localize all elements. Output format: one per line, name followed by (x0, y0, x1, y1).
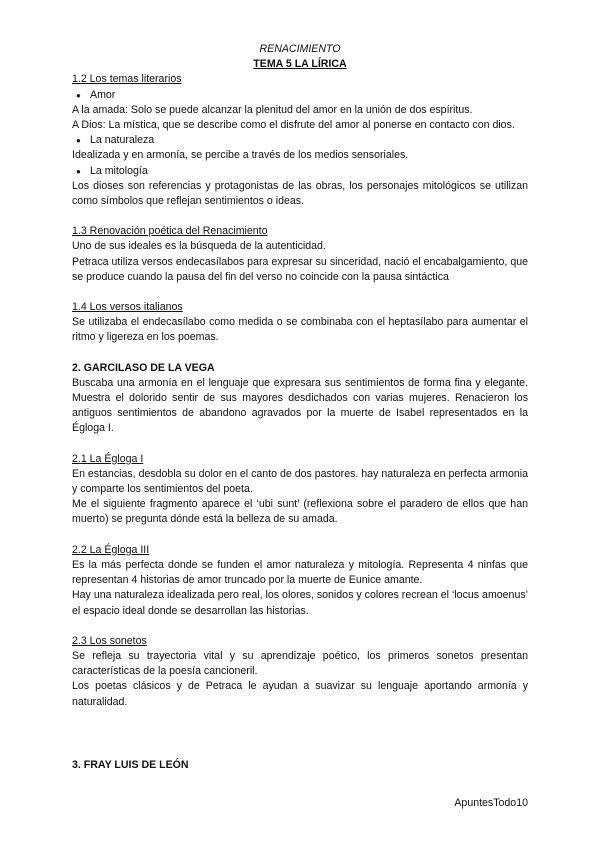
paragraph-egloga-3-a: Es la más perfecta donde se funden el amor naturaleza y mitología. Representa 4 ninfas que representan 4 historias de amor truncado por la muerte de Eunice amante. (72, 558, 528, 587)
bullet-naturaleza: ● La naturaleza (72, 133, 528, 148)
section-heading-2: 2. GARCILASO DE LA VEGA (72, 361, 215, 374)
paragraph-egloga-1-a: En estancias, desdobla su dolor en el canto de dos pastores. hay naturaleza en perfecta armonia y comparte los sentimientos del poeta. (72, 467, 528, 496)
document-title: TEMA 5 LA LÍRICA (253, 58, 347, 71)
paragraph-garcilaso: Buscaba una armonía en el lenguaje que expresara sus sentimientos de forma fina y elegante. Muestra el dolorido sentir de sus mayores desdichados con varias mujeres. Renacieron los antiguos sentimientos de abandono agravados por la muerte de Isabel representados en la Égloga I. (72, 376, 528, 435)
paragraph-renovacion-1: Uno de sus ideales es la búsqueda de la autenticidad. (72, 240, 326, 253)
page-footer: ApuntesTodo10 (454, 797, 528, 809)
section-heading-2-1: 2.1 La Égloga I (72, 452, 144, 465)
bullet-amor: ● Amor (72, 88, 528, 103)
section-heading-2-3: 2.3 Los sonetos (72, 634, 147, 647)
paragraph-amor-dios: A Dios: La mística, que se describe como el disfrute del amor al ponerse en contacto con dios. (72, 119, 515, 132)
paragraph-sonetos-b: Los poetas clásicos y de Petraca le ayudan a suavizar su lenguaje aportando armonía y naturalidad. (72, 680, 528, 708)
section-heading-1-2: 1.2 Los temas literarios (72, 73, 182, 86)
section-heading-1-4: 1.4 Los versos italianos (72, 301, 183, 314)
document-page (72, 42, 528, 773)
section-heading-1-3: 1.3 Renovación poética del Renacimiento (72, 225, 268, 238)
section-heading-2-2: 2.2 La Égloga III (72, 543, 150, 556)
paragraph-renovacion-2: Petraca utiliza versos endecasílabos para expresar su sinceridad, nació el encabalgamiento, que se produce cuando la pausa del fin del verso no coincide con la pausa sintáctica (72, 255, 528, 283)
document-supertitle: RENACIMIENTO (259, 43, 341, 55)
paragraph-egloga-1-b: Me el siguiente fragmento aparece el ‘ubi sunt’ (reflexiona sobre el paradero de ellos que han muerto) se pregunta dónde está la belleza de su amada. (72, 498, 528, 526)
paragraph-egloga-3-b: Hay una naturaleza idealizada pero real, los olores, sonidos y colores recrean el ‘locus amoenus’ el espacio ideal donde se desarrollan las historias. (72, 589, 528, 617)
paragraph-amor-amada: A la amada: Solo se puede alcanzar la plenitud del amor en la unión de dos espíritus. (72, 103, 473, 116)
paragraph-naturaleza: Idealizada y en armonía, se percibe a través de los medios sensoriales. (72, 149, 409, 162)
section-heading-3: 3. FRAY LUIS DE LEÓN (72, 758, 189, 771)
paragraph-sonetos-a: Se refleja su trayectoria vital y su aprendizaje poético, los primeros sonetos presentan características de la poesía cancioneril. (72, 649, 528, 678)
paragraph-mitologia: Los dioses son referencias y protagonistas de las obras, los personajes mitológicos se utilizan como símbolos que reflejan sentimientos o ideas. (72, 179, 528, 208)
paragraph-versos-italianos: Se utilizaba el endecasílabo como medida o se combinaba con el heptasílabo para aumentar el ritmo y ligereza en los poemas. (72, 316, 528, 344)
bullet-mitologia: ● La mitología (72, 164, 528, 179)
